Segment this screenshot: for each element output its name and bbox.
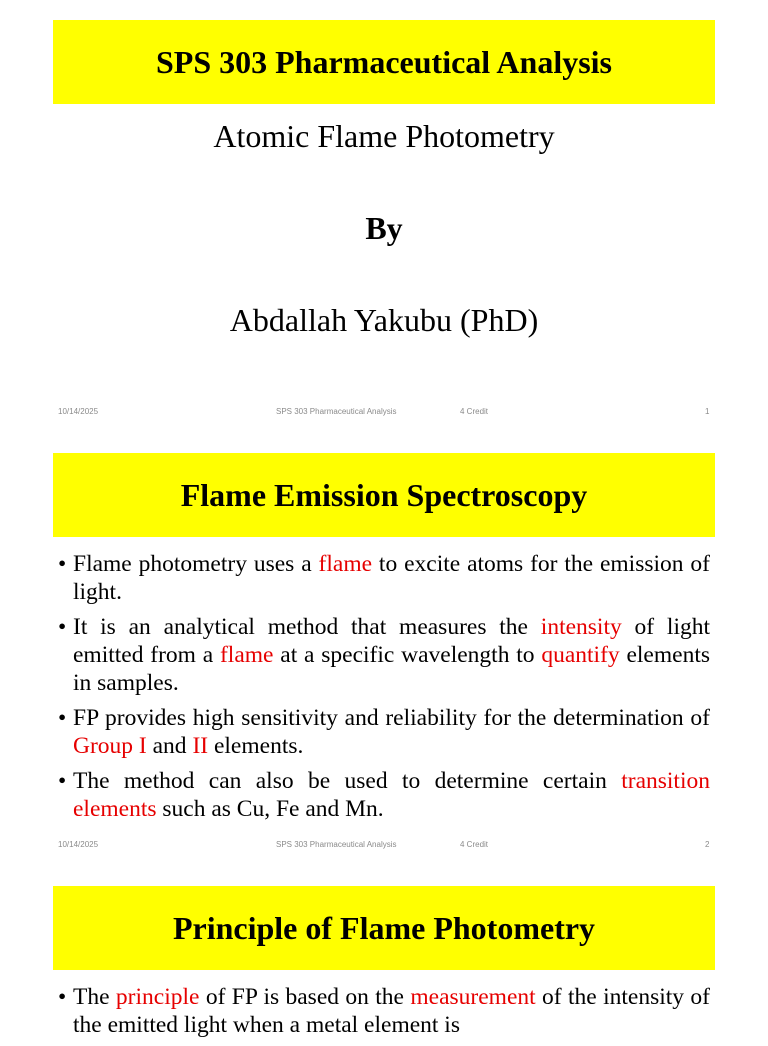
bullet-item: • FP provides high sensitivity and reliability for the determination of Group I and II elements. [58, 704, 710, 760]
slide-title: SPS 303 Pharmaceutical Analysis [155, 43, 612, 80]
slide-1 [0, 0, 768, 432]
footer-page-number: 1 [705, 407, 710, 416]
slide-title: Principle of Flame Photometry [172, 909, 596, 946]
author-name: Abdallah Yakubu (PhD) [229, 302, 539, 338]
bullet-list [58, 550, 710, 830]
footer-date: 10/14/2025 [58, 840, 99, 849]
slide-subtitle: Atomic Flame Photometry [213, 118, 555, 154]
by-label: By [365, 210, 403, 246]
footer-course: SPS 303 Pharmaceutical Analysis [276, 407, 397, 416]
footer-credit: 4 Credit [460, 407, 489, 416]
footer-page-number: 2 [705, 840, 710, 849]
footer-course: SPS 303 Pharmaceutical Analysis [276, 840, 397, 849]
slide-title: Flame Emission Spectroscopy [180, 476, 588, 513]
footer-date: 10/14/2025 [58, 407, 99, 416]
slide-3 [0, 865, 768, 1038]
title-banner [53, 453, 715, 537]
footer-credit: 4 Credit [460, 840, 489, 849]
bullet-item: • The method can also be used to determine certain transition elements such as Cu, Fe and Mn. [58, 767, 710, 823]
slide-footer [0, 407, 768, 419]
slide-footer [0, 840, 768, 852]
slide-2 [0, 432, 768, 865]
bullet-item: • The principle of FP is based on the measurement of the intensity of the emitted light when a metal element is [58, 983, 710, 1039]
bullet-item: • It is an analytical method that measures the intensity of light emitted from a flame at a specific wavelength to quantify elements in samples. [58, 613, 710, 697]
bullet-item: • Flame photometry uses a flame to excite atoms for the emission of light. [58, 550, 710, 606]
title-banner [53, 20, 715, 104]
bullet-list [58, 983, 710, 1046]
title-banner [53, 886, 715, 970]
